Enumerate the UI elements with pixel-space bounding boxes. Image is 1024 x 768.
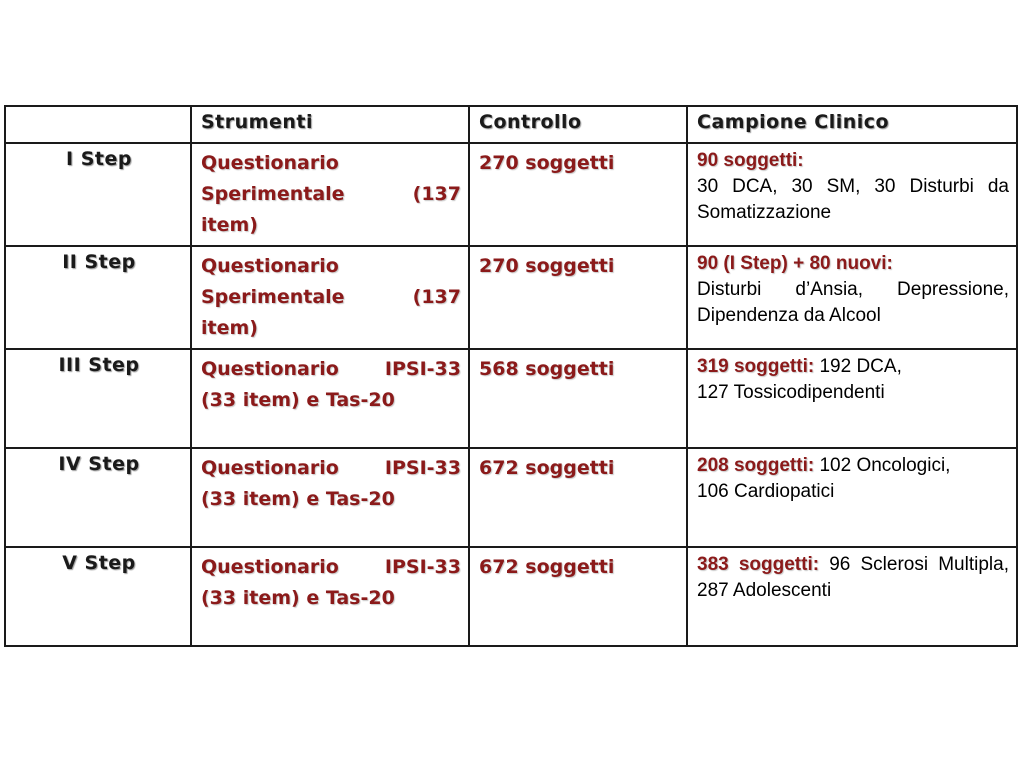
table-row xyxy=(5,547,1017,646)
campione-cell xyxy=(687,448,1017,547)
table-row xyxy=(5,246,1017,349)
campione-lead: 208 soggetti: xyxy=(697,455,815,476)
strumenti-text: Questionario Sperimentale (137 item) xyxy=(201,255,461,339)
controllo-cell xyxy=(469,246,687,349)
table-row xyxy=(5,143,1017,246)
table-row xyxy=(5,448,1017,547)
controllo-cell xyxy=(469,349,687,448)
controllo-cell xyxy=(469,547,687,646)
strumenti-text: Questionario Sperimentale (137 item) xyxy=(201,152,461,236)
step-cell xyxy=(5,349,191,448)
campione-cell xyxy=(687,349,1017,448)
step-label: I Step xyxy=(66,148,132,170)
header-controllo: Controllo xyxy=(469,106,687,143)
table-header-row xyxy=(5,106,1017,143)
strumenti-cell xyxy=(191,143,469,246)
campione-lead: 90 soggetti: xyxy=(697,150,804,171)
campione-text: 30 DCA, 30 SM, 30 Disturbi da Somatizzazione xyxy=(697,176,1009,223)
campione-lead: 90 (I Step) + 80 nuovi: xyxy=(697,253,893,274)
step-label: IV Step xyxy=(58,453,140,475)
strumenti-cell xyxy=(191,349,469,448)
controllo-text: 568 soggetti xyxy=(479,358,615,380)
controllo-text: 672 soggetti xyxy=(479,457,615,479)
controllo-text: 270 soggetti xyxy=(479,255,615,277)
campione-text: Disturbi d’Ansia, Depressione, Dipendenza da Alcool xyxy=(697,279,1009,326)
campione-text: 96 Sclerosi Multipla, 287 Adolescenti xyxy=(697,554,1009,601)
controllo-cell xyxy=(469,143,687,246)
step-label: V Step xyxy=(62,552,136,574)
strumenti-cell xyxy=(191,547,469,646)
controllo-text: 270 soggetti xyxy=(479,152,615,174)
step-cell xyxy=(5,547,191,646)
study-steps-table xyxy=(4,105,1018,647)
strumenti-text: Questionario IPSI-33 (33 item) e Tas-20 xyxy=(201,556,461,609)
controllo-text: 672 soggetti xyxy=(479,556,615,578)
campione-text-2: 127 Tossicodipendenti xyxy=(697,382,885,403)
campione-text-2: 106 Cardiopatici xyxy=(697,481,835,502)
campione-text: 102 Oncologici, xyxy=(819,455,951,476)
campione-cell xyxy=(687,246,1017,349)
campione-cell xyxy=(687,143,1017,246)
step-label: II Step xyxy=(62,251,136,273)
step-cell xyxy=(5,143,191,246)
strumenti-text: Questionario IPSI-33 (33 item) e Tas-20 xyxy=(201,358,461,411)
campione-lead: 319 soggetti: xyxy=(697,356,815,377)
campione-lead: 383 soggetti: xyxy=(697,554,820,575)
strumenti-cell xyxy=(191,246,469,349)
strumenti-cell xyxy=(191,448,469,547)
campione-cell xyxy=(687,547,1017,646)
header-empty-cell xyxy=(5,106,191,143)
table-row xyxy=(5,349,1017,448)
controllo-cell xyxy=(469,448,687,547)
strumenti-text: Questionario IPSI-33 (33 item) e Tas-20 xyxy=(201,457,461,510)
campione-text: 192 DCA, xyxy=(819,356,902,377)
step-cell xyxy=(5,246,191,349)
step-cell xyxy=(5,448,191,547)
step-label: III Step xyxy=(58,354,140,376)
header-strumenti: Strumenti xyxy=(191,106,469,143)
header-campione-clinico: Campione Clinico xyxy=(687,106,1017,143)
